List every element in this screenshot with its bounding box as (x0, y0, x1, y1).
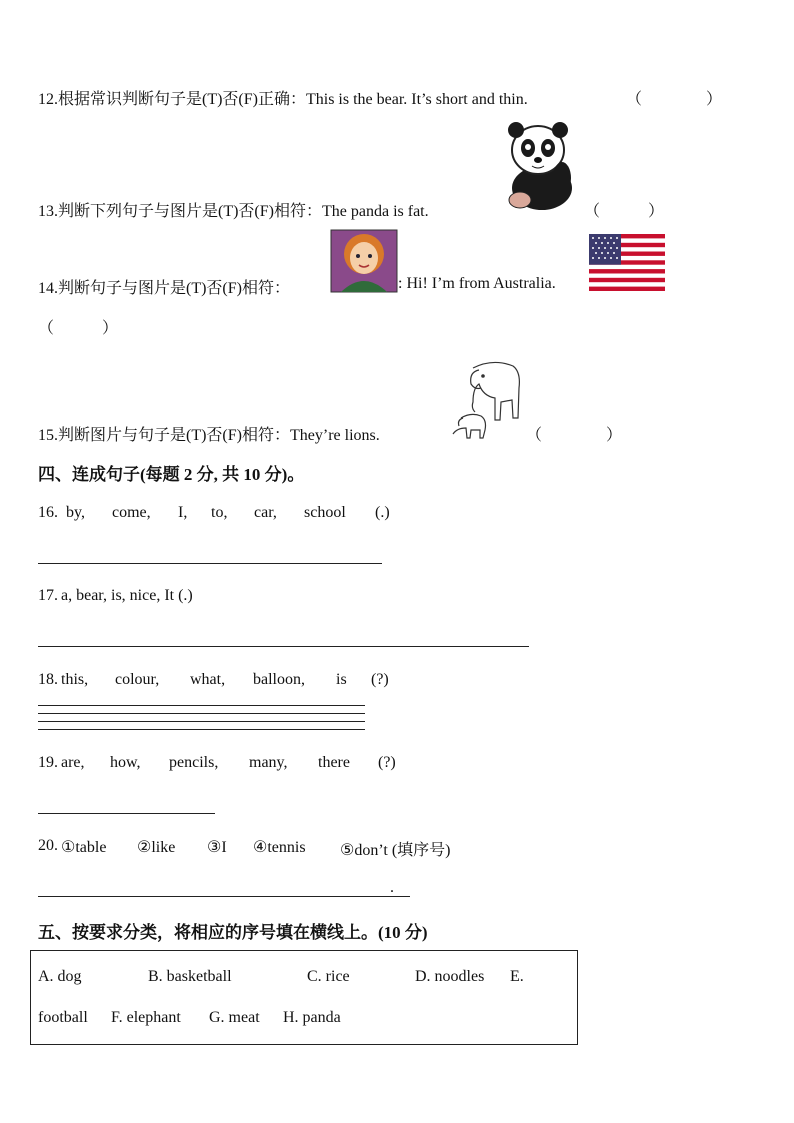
q19-word: many, (249, 754, 288, 771)
q16-answer-line[interactable] (38, 563, 382, 564)
q19-word: (?) (378, 754, 396, 771)
q12-text: 12.根据常识判断句子是(T)否(F)正确：This is the bear. It’s short and thin. (38, 91, 528, 108)
q19-word: are, (61, 754, 85, 771)
q16-word: (.) (375, 504, 390, 521)
q16-word: school (304, 504, 346, 521)
q20-item: ⑤don’t (填序号) (340, 842, 451, 859)
elephants-image (443, 358, 523, 440)
option-item: D. noodles (415, 968, 485, 985)
q18-answer-line[interactable] (38, 721, 365, 722)
q17-number: 17. (38, 587, 58, 604)
option-item: G. meat (209, 1009, 260, 1026)
q18-word: (?) (371, 671, 389, 688)
q18-answer-line[interactable] (38, 713, 365, 714)
section-4-title: 四、连成句子(每题 2 分, 共 10 分)。 (38, 465, 305, 484)
q18-word: colour, (115, 671, 160, 688)
q12-answer-paren[interactable]: （ ） (626, 91, 723, 108)
options-box (30, 950, 578, 1045)
option-item: F. elephant (111, 1009, 181, 1026)
option-item: H. panda (283, 1009, 341, 1026)
q16-word: I, (178, 504, 188, 521)
q20-item: ①table (61, 839, 107, 856)
q15-answer-paren[interactable]: （ ） (526, 427, 623, 444)
q13-text: 13.判断下列句子与图片是(T)否(F)相符：The panda is fat. (38, 203, 429, 220)
q18-word: what, (190, 671, 226, 688)
option-item: B. basketball (148, 968, 232, 985)
q18-word: balloon, (253, 671, 305, 688)
girl-portrait (331, 230, 397, 292)
q13-answer-paren[interactable]: （ ） (584, 203, 665, 220)
option-item: football (38, 1009, 88, 1026)
q20-item: ②like (137, 839, 176, 856)
q17-text: a, bear, is, nice, It (.) (61, 587, 193, 604)
q18-number: 18. (38, 671, 58, 688)
q18-answer-line[interactable] (38, 729, 365, 730)
option-item: C. rice (307, 968, 350, 985)
q20-item: ④tennis (253, 839, 306, 856)
q16-word: car, (254, 504, 277, 521)
q18-word: this, (61, 671, 89, 688)
q16-word: to, (211, 504, 228, 521)
q14-text-after: : Hi! I’m from Australia. (398, 275, 556, 292)
q15-text: 15.判断图片与句子是(T)否(F)相符：They’re lions. (38, 427, 380, 444)
q16-word: come, (112, 504, 151, 521)
q16-number: 16. (38, 504, 58, 521)
panda-image (500, 120, 580, 212)
q18-answer-line[interactable] (38, 705, 365, 706)
q14-answer-paren[interactable]: （ ） (38, 320, 119, 337)
q14-text-before: 14.判断句子与图片是(T)否(F)相符： (38, 280, 290, 297)
section-5-title: 五、按要求分类，将相应的序号填在横线上。(10 分) (38, 923, 428, 942)
q17-answer-line[interactable] (38, 646, 529, 647)
q19-word: there (318, 754, 350, 771)
q19-answer-line[interactable] (38, 813, 215, 814)
q20-item: ③I (207, 839, 227, 856)
q20-number: 20. (38, 837, 58, 854)
q16-word: by, (66, 504, 85, 521)
option-item: E. (510, 968, 524, 985)
q20-period: . (390, 879, 394, 896)
q19-word: pencils, (169, 754, 219, 771)
q20-answer-line[interactable] (38, 896, 410, 897)
option-item: A. dog (38, 968, 82, 985)
usa-flag (589, 234, 665, 291)
q19-number: 19. (38, 754, 58, 771)
q19-word: how, (110, 754, 141, 771)
q18-word: is (336, 671, 347, 688)
